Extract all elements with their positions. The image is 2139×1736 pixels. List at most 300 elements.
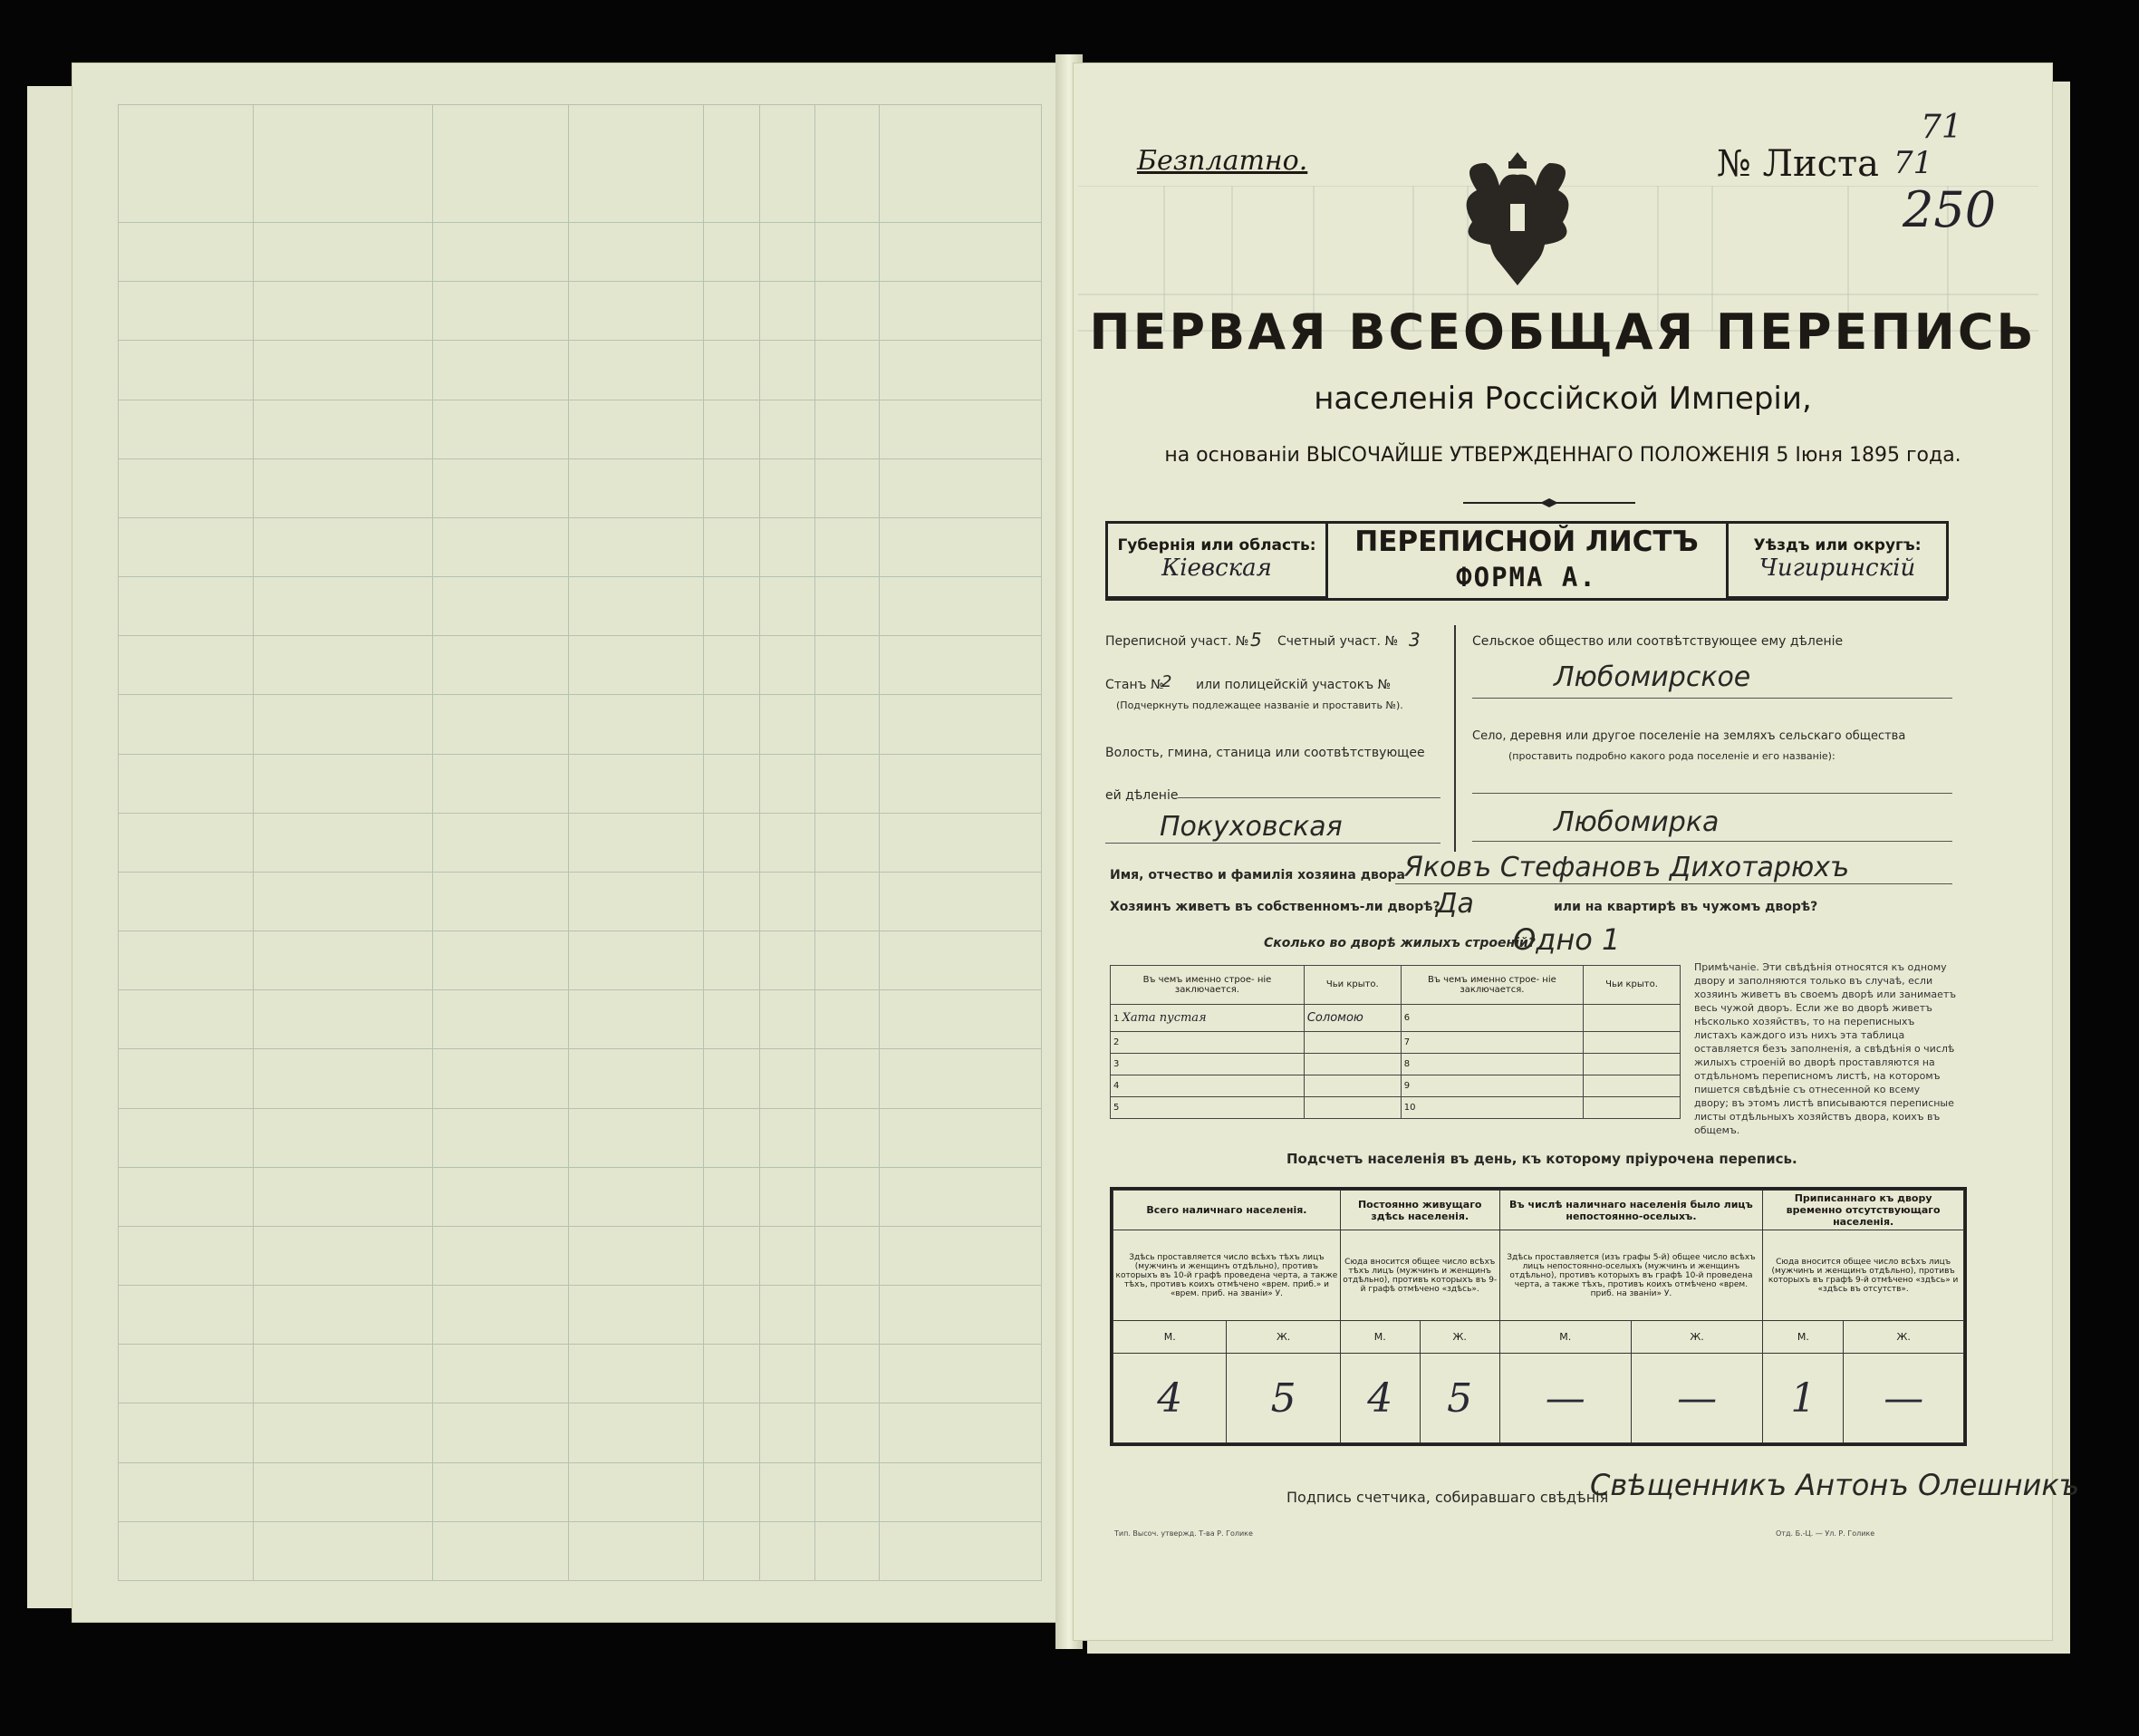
grid-cell [568,1403,703,1462]
grid-cell [254,1049,433,1108]
grid-cell [433,872,568,931]
census-subtitle: населенія Россійской Имперіи, [1314,381,1812,417]
gubernia-box [1105,521,1328,599]
signature-label: Подпись счетчика, собиравшаго свѣдѣнія [1286,1489,1609,1506]
grid-cell [704,517,760,576]
grid-cell [119,282,254,341]
grid-cell [254,400,433,458]
grid-cell [880,1049,1042,1108]
grid-cell [119,1226,254,1285]
grid-cell [880,1167,1042,1226]
summary-value: 5 [1420,1354,1499,1443]
grid-cell [759,872,815,931]
obshchestvo-label: Сельское общество или соотвѣтствующее ему дѣленіе [1472,634,1844,649]
grid-row [119,1049,1042,1108]
table-row [1111,1032,1681,1054]
grid-cell [254,1286,433,1345]
grid-cell [815,577,880,636]
grid-cell [433,813,568,872]
grid-cell [254,813,433,872]
grid-row [119,1226,1042,1285]
buildings-note: Примѣчаніе. Эти свѣдѣнія относятся къ одному двору и заполняются только въ случаѣ, если хозяинъ живетъ въ своемъ дворѣ или занимаетъ весь чужой дворъ. Если же во дворѣ живетъ нѣсколько хозяйствъ, то на переписныхъ листахъ каждого изъ нихъ эта таблица оставляется безъ заполненія, а свѣдѣнія о числѣ жилыхъ строеній во дворѣ проставляются на отдѣльномъ переписномъ листѣ, на которомъ пишется свѣдѣніе съ отнесенной ко всему двору; въ этомъ листѣ вписываются переписные листы отдѣльныхъ хозяйствъ двора, коихъ въ общемъ. [1694,961,1957,1136]
grid-cell [759,990,815,1049]
grid-cell [815,341,880,400]
selo-line-1 [1472,793,1952,794]
grid-row [119,105,1042,223]
grid-cell [119,1049,254,1108]
grid-cell [433,458,568,517]
grid-cell [254,223,433,282]
grid-cell [815,931,880,990]
grid-cell [254,517,433,576]
grid-row [119,1286,1042,1345]
selo-label: Село, деревня или другое поселеніе на земляхъ сельскаго общества [1472,729,1906,743]
grid-cell [119,1462,254,1521]
grid-cell [815,1286,880,1345]
grid-cell [880,517,1042,576]
grid-cell [759,1226,815,1285]
grid-cell [433,577,568,636]
grid-cell [433,223,568,282]
grid-cell [880,577,1042,636]
grid-cell [433,1403,568,1462]
footer-left: Тип. Высоч. утвержд. Т-ва Р. Голике [1114,1529,1253,1538]
table-row [1111,1054,1681,1075]
uezd-box [1726,521,1949,599]
grid-row [119,1108,1042,1167]
grid-cell [704,1345,760,1403]
summary-value: — [1631,1354,1762,1443]
grid-cell [704,1049,760,1108]
grid-cell [433,754,568,813]
summary-value: 5 [1227,1354,1340,1443]
grid-cell [815,1462,880,1521]
grid-cell [815,1403,880,1462]
grid-cell [759,458,815,517]
grid-row [119,990,1042,1049]
grid-cell [759,223,815,282]
police-label: или полицейскій участокъ № [1196,678,1392,692]
grid-cell [254,577,433,636]
grid-cell [433,1049,568,1108]
grid-cell [704,754,760,813]
grid-cell [704,636,760,695]
corner-number: 71 [1921,109,1962,146]
police-note: (Подчеркнуть подлежащее названіе и проставить №). [1116,699,1403,711]
grid-cell [433,1462,568,1521]
grid-cell [119,1521,254,1580]
buildings-label: Сколько во дворѣ жилыхъ строеній? [1264,936,1536,950]
apartment-label: или на квартирѣ въ чужомъ дворѣ? [1554,900,1818,914]
grid-cell [433,1286,568,1345]
owner-line [1395,883,1952,884]
grid-cell [815,872,880,931]
grid-cell [433,341,568,400]
grid-cell [568,1049,703,1108]
lives-value: Да [1436,888,1474,920]
summary-note-3: Здѣсь проставляется (изъ графы 5-й) общее число всѣхъ лицъ непостоянно-оселыхъ (мужчинъ и женщинъ отдѣльно), противъ которыхъ въ графѣ 10-й проведена черта, а также тѣхъ, противъ коихъ отмѣчено «врем. приб. на званіи» У. [1499,1230,1763,1321]
grid-cell [119,1403,254,1462]
grid-row [119,577,1042,636]
grid-cell [119,931,254,990]
grid-cell [254,1226,433,1285]
grid-cell [880,400,1042,458]
row-number: 8 [1401,1054,1583,1075]
lives-label: Хозяинъ живетъ въ собственномъ-ли дворѣ? [1110,900,1440,914]
form-subtitle: ФОРМА А. [1456,562,1597,593]
grid-cell [759,1521,815,1580]
grid-cell [119,754,254,813]
summary-value: — [1844,1354,1964,1443]
perepisnoy-uchastok-label: Переписной участ. № [1105,634,1249,649]
summary-heading: Подсчетъ населенія въ день, къ которому пріурочена перепись. [1286,1151,1797,1167]
grid-cell [759,1108,815,1167]
grid-row [119,1521,1042,1580]
grid-cell [568,458,703,517]
grid-cell [254,282,433,341]
grid-cell [433,1345,568,1403]
grid-cell [704,1167,760,1226]
buildings-value: Одно 1 [1513,922,1621,957]
grid-cell [759,1167,815,1226]
selo-line-2 [1472,841,1952,842]
footer-right: Отд. Б.-Ц. — Ул. Р. Голике [1776,1529,1875,1538]
table-row [1111,1075,1681,1097]
grid-cell [568,636,703,695]
grid-cell [880,1462,1042,1521]
grid-row [119,1403,1042,1462]
grid-cell [880,341,1042,400]
grid-cell [880,931,1042,990]
grid-cell [759,517,815,576]
grid-cell [568,223,703,282]
grid-row [119,282,1042,341]
grid-cell [815,636,880,695]
schetny-uchastok-value: 3 [1409,629,1421,651]
grid-cell [119,872,254,931]
bld-col-1: Въ чемъ именно строе- ніе заключается. [1111,966,1305,1005]
grid-cell [119,636,254,695]
grid-cell [880,1286,1042,1345]
grid-cell [568,577,703,636]
row-number: 5 [1111,1097,1305,1119]
table-row [1111,1097,1681,1119]
signature-value: Свѣщенникъ Антонъ Олешникъ [1590,1468,2080,1502]
grid-cell [254,1403,433,1462]
grid-cell [119,695,254,754]
grid-cell [815,1345,880,1403]
building-type: Хата пустая [1122,1011,1207,1026]
grid-cell [433,517,568,576]
grid-cell [880,754,1042,813]
grid-row [119,341,1042,400]
grid-cell [880,872,1042,931]
grid-cell [704,695,760,754]
grid-cell [880,458,1042,517]
table-row [1111,1004,1681,1032]
sheet-number-value: 71 [1893,145,1933,181]
row-number: 4 [1111,1075,1305,1097]
grid-cell [119,341,254,400]
grid-row [119,1167,1042,1226]
grid-cell [433,400,568,458]
grid-cell [433,1167,568,1226]
grid-cell [433,990,568,1049]
summary-value: — [1499,1354,1631,1443]
owner-value: Яковъ Стефановъ Дихотарюхъ [1404,852,1850,883]
grid-cell [759,1286,815,1345]
row-number: 7 [1401,1032,1583,1054]
row-number: 6 [1401,1004,1583,1032]
fields-divider [1454,625,1456,852]
grid-cell [433,1226,568,1285]
grid-cell [704,282,760,341]
grid-cell [815,1049,880,1108]
zh-header: Ж. [1227,1321,1340,1354]
grid-cell [568,813,703,872]
grid-cell [815,223,880,282]
grid-cell [119,517,254,576]
grid-row [119,754,1042,813]
grid-cell [568,990,703,1049]
grid-cell [254,754,433,813]
volost-line-2 [1105,843,1440,844]
summary-note-4: Сюда вносится общее число всѣхъ лицъ (мужчинъ и женщинъ отдѣльно), противъ которыхъ въ графѣ 9-й отмѣчено «здѣсь» и «здѣсь въ отсутств». [1763,1230,1964,1321]
grid-cell [254,990,433,1049]
grid-cell [704,813,760,872]
grid-cell [119,1108,254,1167]
grid-row [119,931,1042,990]
grid-cell [568,517,703,576]
uezd-value: Чигиринскій [1758,555,1916,582]
grid-cell [880,1403,1042,1462]
grid-cell [759,341,815,400]
grid-cell [119,400,254,458]
grid-cell [880,1226,1042,1285]
grid-cell [433,636,568,695]
summary-col-4: Приписаннаго къ двору временно отсутствующаго населенія. [1763,1191,1964,1230]
row-number: 2 [1111,1032,1305,1054]
grid-cell [704,990,760,1049]
grid-cell [433,105,568,223]
grid-cell [433,931,568,990]
grid-cell [815,754,880,813]
grid-cell [880,990,1042,1049]
grid-cell [759,636,815,695]
grid-row [119,813,1042,872]
census-title: ПЕРВАЯ ВСЕОБЩАЯ ПЕРЕПИСЬ [1089,304,2037,361]
grid-cell [704,400,760,458]
selo-value: Любомирка [1554,806,1720,838]
volost-label: Волость, гмина, станица или соотвѣтствующее [1105,746,1425,760]
row-number: 3 [1111,1054,1305,1075]
grid-cell [759,400,815,458]
grid-row [119,1462,1042,1521]
grid-cell [568,872,703,931]
grid-cell [880,282,1042,341]
grid-cell [254,105,433,223]
grid-cell [433,1521,568,1580]
bld-col-3: Въ чемъ именно строе- ніе заключается. [1401,966,1583,1005]
selo-note: (проставить подробно какого рода поселеніе и его названіе): [1508,750,1835,762]
summary-value: 4 [1113,1354,1227,1443]
roof-type: Соломою [1304,1004,1401,1032]
stan-label: Станъ № [1105,678,1164,692]
grid-cell [254,341,433,400]
grid-cell [815,1226,880,1285]
row-number: 9 [1401,1075,1583,1097]
grid-cell [568,1286,703,1345]
grid-cell [119,1167,254,1226]
grid-cell [880,223,1042,282]
census-basis: на основаніи ВЫСОЧАЙШЕ УТВЕРЖДЕННАГО ПОЛОЖЕНІЯ 5 Іюня 1895 года. [1164,444,1961,467]
gubernia-value: Кіевская [1161,555,1272,582]
volost-line-1 [1178,797,1440,798]
row-number: 1 [1113,1014,1120,1025]
grid-cell [815,400,880,458]
grid-cell [704,458,760,517]
bld-col-2: Чьи крыто. [1304,966,1401,1005]
grid-cell [568,695,703,754]
schetny-uchastok-label: Счетный участ. № [1277,634,1399,649]
obshchestvo-value: Любомирское [1554,661,1751,693]
m-header: М. [1499,1321,1631,1354]
grid-cell [568,1521,703,1580]
summary-value: 4 [1340,1354,1420,1443]
grid-cell [815,1108,880,1167]
zh-header: Ж. [1631,1321,1762,1354]
summary-note-1: Здѣсь проставляется число всѣхъ тѣхъ лицъ (мужчинъ и женщинъ отдѣльно), противъ которыхъ въ 10-й графѣ проведена черта, а также тѣхъ, противъ коихъ отмѣчено «врем. приб.» и «врем. приб. на званіи» У. [1113,1230,1341,1321]
left-page-grid [118,104,1042,1581]
grid-cell [815,282,880,341]
grid-row [119,517,1042,576]
grid-cell [704,1462,760,1521]
volost-value: Покуховская [1160,811,1343,843]
grid-cell [568,282,703,341]
summary-value: 1 [1763,1354,1844,1443]
grid-cell [433,282,568,341]
grid-cell [119,105,254,223]
grid-cell [759,813,815,872]
grid-cell [433,695,568,754]
grid-cell [759,1049,815,1108]
grid-cell [119,813,254,872]
grid-cell [119,577,254,636]
grid-cell [704,872,760,931]
grid-cell [815,1521,880,1580]
grid-cell [880,813,1042,872]
grid-cell [119,1286,254,1345]
grid-row [119,223,1042,282]
grid-cell [704,223,760,282]
population-summary-table [1110,1187,1967,1446]
grid-cell [254,1462,433,1521]
free-label: Безплатно. [1137,145,1308,177]
zh-header: Ж. [1844,1321,1964,1354]
form-header-bottom-line [1105,598,1948,601]
stan-value: 2 [1161,672,1172,691]
grid-cell [254,695,433,754]
stamp-number: 250 [1903,181,1997,238]
grid-row [119,695,1042,754]
grid-cell [815,1167,880,1226]
grid-cell [568,1108,703,1167]
grid-cell [759,1345,815,1403]
grid-cell [880,105,1042,223]
grid-cell [254,1108,433,1167]
grid-cell [759,1403,815,1462]
grid-cell [815,813,880,872]
grid-cell [759,754,815,813]
form-title: ПЕРЕПИСНОЙ ЛИСТЪ [1354,526,1699,558]
grid-cell [433,1108,568,1167]
m-header: М. [1113,1321,1227,1354]
row-number: 10 [1401,1097,1583,1119]
grid-cell [119,223,254,282]
grid-cell [815,105,880,223]
grid-cell [759,577,815,636]
grid-cell [880,1345,1042,1403]
grid-cell [704,1286,760,1345]
uezd-label: Уѣздъ или округъ: [1753,536,1922,555]
grid-cell [568,931,703,990]
grid-cell [119,990,254,1049]
owner-label: Имя, отчество и фамилія хозяина двора [1110,868,1405,882]
grid-cell [568,1462,703,1521]
grid-cell [254,872,433,931]
grid-cell [568,754,703,813]
grid-cell [880,1108,1042,1167]
grid-cell [704,1403,760,1462]
grid-row [119,636,1042,695]
grid-cell [568,400,703,458]
grid-cell [568,1226,703,1285]
grid-cell [704,1521,760,1580]
grid-cell [815,695,880,754]
grid-cell [759,1462,815,1521]
grid-cell [254,636,433,695]
grid-cell [759,282,815,341]
grid-row [119,1345,1042,1403]
bld-col-4: Чьи крыто. [1584,966,1681,1005]
grid-cell [815,458,880,517]
m-header: М. [1763,1321,1844,1354]
grid-cell [704,105,760,223]
ornament-divider [1463,498,1635,507]
grid-cell [254,1167,433,1226]
gubernia-label: Губернія или область: [1117,536,1316,555]
volost-label-2: ей дѣленіе [1105,788,1179,803]
grid-cell [254,1345,433,1403]
grid-cell [815,517,880,576]
summary-col-3: Въ числѣ наличнаго населенія было лицъ непостоянно-оселыхъ. [1499,1191,1763,1230]
grid-cell [704,1108,760,1167]
grid-cell [815,990,880,1049]
grid-row [119,400,1042,458]
grid-cell [759,695,815,754]
buildings-table [1110,965,1681,1119]
grid-cell [119,458,254,517]
grid-cell [254,931,433,990]
grid-cell [704,577,760,636]
grid-cell [254,458,433,517]
grid-cell [704,931,760,990]
double-headed-eagle-icon [1445,136,1590,294]
summary-col-1: Всего наличнаго населенія. [1113,1191,1341,1230]
perepisnoy-uchastok-value: 5 [1250,629,1262,651]
grid-row [119,458,1042,517]
grid-cell [759,931,815,990]
